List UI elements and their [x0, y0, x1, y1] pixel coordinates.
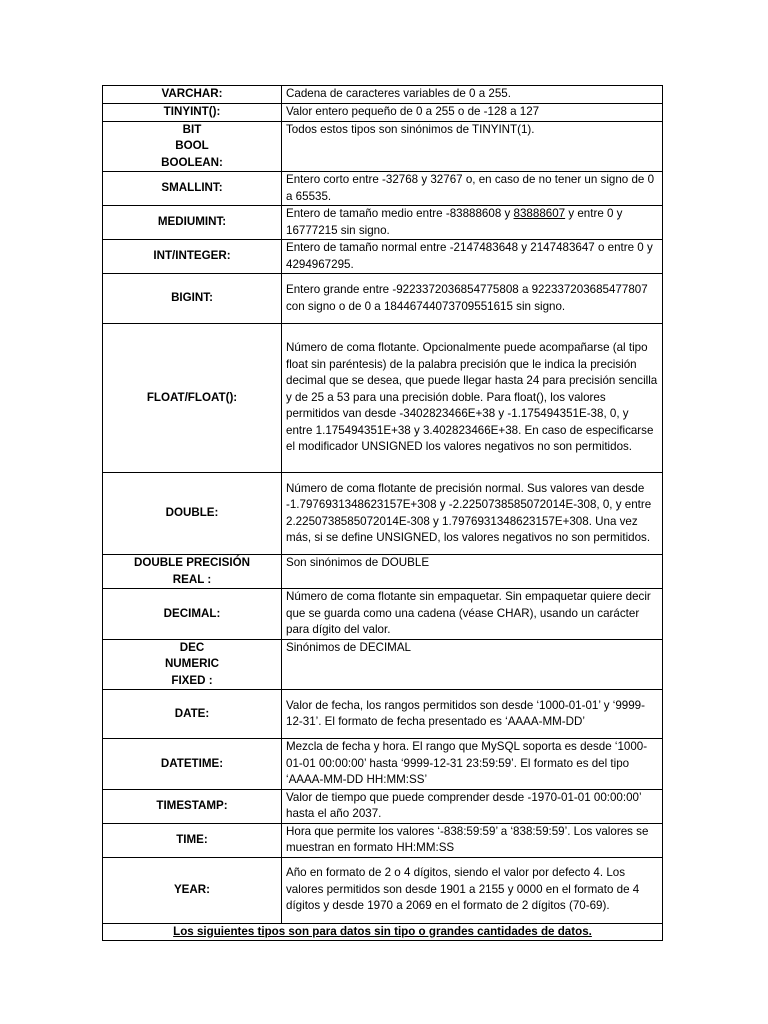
type-name-cell [103, 121, 282, 172]
type-description: Entero corto entre -32768 y 32767 o, en caso de no tener un signo de 0 a 65535. [282, 172, 663, 206]
type-name: NUMERIC [164, 657, 220, 670]
type-description: Sinónimos de DECIMAL [282, 639, 663, 690]
type-name: DOUBLE PRECISIÓN [134, 556, 250, 569]
type-name: VARCHAR: [161, 87, 223, 101]
table-row [103, 555, 663, 589]
type-name: BOOLEAN: [161, 155, 223, 169]
table-row [103, 104, 663, 122]
table-row [103, 639, 663, 690]
type-description: Son sinónimos de DOUBLE [282, 555, 663, 589]
type-name: SMALLINT: [161, 181, 223, 195]
type-name-cell [103, 274, 282, 324]
type-name: TINYINT(): [163, 105, 221, 118]
description-text: y entre 0 y 16777215 sin signo. [286, 207, 623, 237]
type-name: TIMESTAMP: [156, 798, 228, 812]
table-row [103, 857, 663, 923]
table-row [103, 240, 663, 274]
table-row [103, 274, 663, 324]
type-name: REAL : [172, 572, 212, 586]
type-name-cell [103, 104, 282, 122]
type-description: Valor entero pequeño de 0 a 255 o de -128 a 127 [282, 104, 663, 122]
type-name-cell [103, 589, 282, 640]
datatype-table [102, 85, 663, 941]
type-description: Cadena de caracteres variables de 0 a 255. [282, 86, 663, 104]
table-row [103, 473, 663, 555]
table-row [103, 206, 663, 240]
type-description: Valor de tiempo que puede comprender desde -1970-01-01 00:00:00’ hasta el año 2037. [282, 789, 663, 823]
type-description: Hora que permite los valores ‘-838:59:59’ a ‘838:59:59’. Los valores se muestran en formato HH:MM:SS [282, 823, 663, 857]
type-description: Número de coma flotante de precisión normal. Sus valores van desde -1.7976931348623157E+308 y -2.2250738585072014E-308, 0, y entre 2.2250738585072014E-308 y 1.7976931348623157E+308. Una vez más, si se define UNSIGNED, los valores negativos no son permitidos. [282, 473, 663, 555]
underlined-value: 83888607 [513, 207, 566, 220]
datatype-table-page [102, 85, 658, 941]
type-name: YEAR: [173, 882, 211, 896]
type-name-cell [103, 172, 282, 206]
type-description: Entero grande entre -9223372036854775808 a 922337203685477807 con signo o de 0 a 18446744073709551615 sin signo. [282, 274, 663, 324]
table-row [103, 589, 663, 640]
type-name: DATE: [174, 706, 210, 720]
table-row [103, 823, 663, 857]
type-description: Entero de tamaño normal entre -2147483648 y 2147483647 o entre 0 y 4294967295. [282, 240, 663, 274]
table-row [103, 324, 663, 473]
type-description: Número de coma flotante sin empaquetar. Sin empaquetar quiere decir que se guarda como una cadena (véase CHAR), usando un carácter para dígito del valor. [282, 589, 663, 640]
type-name: DECIMAL: [163, 606, 221, 620]
type-name: BIT [182, 122, 202, 136]
table-row [103, 172, 663, 206]
type-name-cell [103, 690, 282, 739]
type-name-cell [103, 823, 282, 857]
type-description [282, 206, 663, 240]
table-footer-row [103, 923, 663, 941]
type-name-cell [103, 857, 282, 923]
type-name: TIME: [176, 832, 208, 846]
table-row [103, 690, 663, 739]
type-name: DATETIME: [160, 756, 224, 770]
type-name-cell [103, 473, 282, 555]
type-name-cell [103, 555, 282, 589]
type-name-cell [103, 739, 282, 790]
type-name-cell [103, 206, 282, 240]
type-description: Todos estos tipos son sinónimos de TINYINT(1). [282, 121, 663, 172]
type-name: FLOAT/FLOAT(): [146, 390, 238, 404]
type-name: BIGINT: [171, 291, 213, 305]
type-name: DOUBLE: [165, 506, 219, 520]
table-row [103, 86, 663, 104]
type-name-cell [103, 639, 282, 690]
type-name: INT/INTEGER: [153, 249, 231, 263]
description-text: Entero de tamaño medio entre -83888608 y [286, 207, 514, 220]
table-footer-note: Los siguientes tipos son para datos sin tipo o grandes cantidades de datos. [103, 923, 663, 941]
type-name-cell [103, 86, 282, 104]
type-description: Valor de fecha, los rangos permitidos son desde ‘1000-01-01’ y ‘9999-12-31’. El formato de fecha presentado es ‘AAAA-MM-DD’ [282, 690, 663, 739]
type-name-cell [103, 789, 282, 823]
table-row [103, 121, 663, 172]
type-name: BOOL [175, 139, 209, 152]
type-name: MEDIUMINT: [157, 215, 227, 229]
type-description: Año en formato de 2 o 4 dígitos, siendo el valor por defecto 4. Los valores permitidos son desde 1901 a 2155 y 0000 en el formato de 4 dígitos y desde 1970 a 2069 en el formato de 2 dígitos (70-69). [282, 857, 663, 923]
type-description: Número de coma flotante. Opcionalmente puede acompañarse (al tipo float sin paréntesis) de la palabra precisión que le indica la precisión decimal que se desea, que puede llegar hasta 24 para precisión sencilla y de 25 a 53 para una precisión doble. Para float(), los valores permitidos van desde -3402823466E+38 y -1.175494351E-38, 0, y entre 1.175494351E+38 y 3.402823466E+38. En caso de especificarse el modificador UNSIGNED los valores negativos no son permitidos. [282, 324, 663, 473]
type-name: FIXED : [171, 673, 213, 687]
type-name-cell [103, 240, 282, 274]
type-description: Mezcla de fecha y hora. El rango que MySQL soporta es desde ‘1000-01-01 00:00:00’ hasta ‘9999-12-31 23:59:59’. El formato es del tipo ‘AAAA-MM-DD HH:MM:SS’ [282, 739, 663, 790]
table-row [103, 739, 663, 790]
type-name-cell [103, 324, 282, 473]
table-row [103, 789, 663, 823]
type-name: DEC [179, 640, 205, 654]
